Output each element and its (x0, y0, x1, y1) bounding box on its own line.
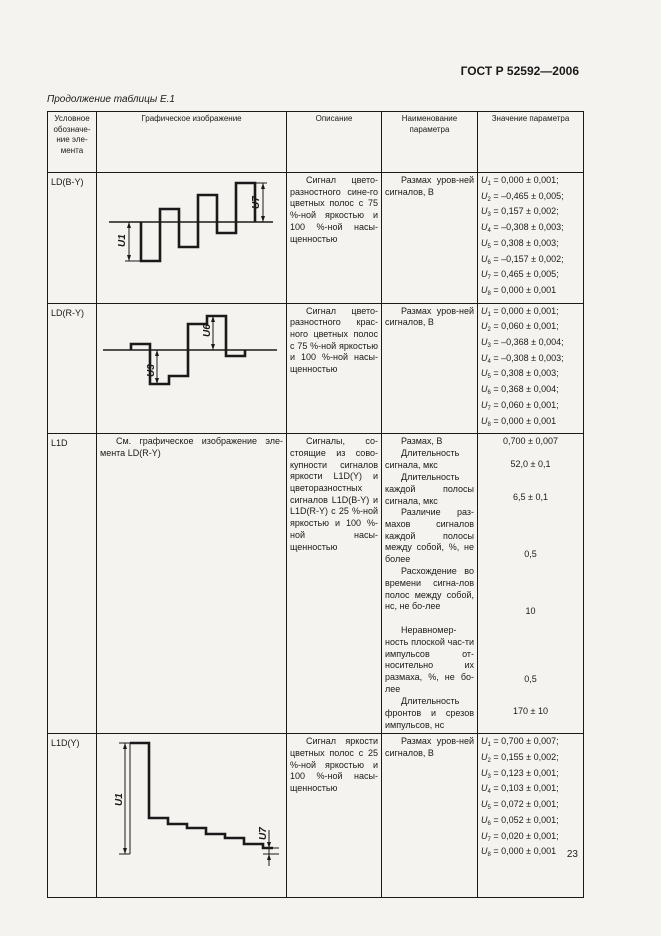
value-line: 0,5 (524, 549, 537, 560)
value-line: $U_4 = -0,308 \pm 0,003$; (481, 222, 564, 235)
graphic-ld-by (97, 173, 287, 304)
table-caption: Продолжение таблицы Е.1 (47, 94, 175, 105)
parameter-name: Длительность фронтов и срезов импульсов, нс (385, 696, 474, 730)
value-line: $U_7 = 0,060 \pm 0,001$; (481, 399, 559, 412)
element-code: LD(R-Y) (48, 303, 97, 434)
table-row (48, 303, 584, 434)
parameter-values (478, 434, 584, 734)
value-line: 0,5 (524, 674, 537, 685)
value-line: $U_8 = 0,000 \pm 0,001$ (481, 284, 557, 297)
value-line: $U_7 = 0,020 \pm 0,001$; (481, 830, 559, 843)
value-line: $U_4 = 0,103 \pm 0,001$; (481, 783, 559, 796)
value-line: 0,700 ± 0,007 (503, 436, 558, 447)
parameter-name: Различие раз-махов сигналов каждой полосы между собой, %, не более (385, 507, 474, 565)
parameter-name: Длительность каждой полосы сигнала, мкс (385, 472, 474, 506)
waveform-ld-ry (97, 304, 285, 402)
value-line: $U_1 = 0,000 \pm 0,001$; (481, 305, 559, 318)
value-line: $U_8 = 0,000 \pm 0,001$ (481, 846, 557, 859)
value-line: 170 ± 10 (513, 706, 548, 717)
parameter-name: Размах, В (401, 436, 443, 447)
col-header-graphic: Графическое изображение (97, 112, 287, 173)
waveform-l1d-y (97, 734, 285, 894)
element-code: L1D (48, 434, 97, 734)
parameter-values (478, 303, 584, 434)
value-line: 6,5 ± 0,1 (513, 492, 548, 503)
description: Сигналы, со-стоящие из сово-купности сигналов яркости L1D(Y) и цветоразностных сигналов L1D(B-Y) и L1D(R-Y) с 25 %-ной яркостью и 100 %-ной насы-щенностью (287, 434, 382, 734)
parameters-table (47, 111, 584, 898)
parameter-values (478, 173, 584, 304)
graphic-reference: См. графическое изображение эле-мента LD(R-Y) (97, 434, 287, 734)
value-line: $U_6 = 0,368 \pm 0,004$; (481, 384, 559, 397)
label-u1: U1 (114, 793, 125, 807)
value-line: $U_1 = 0,000 \pm 0,001$; (481, 175, 559, 187)
table-row (48, 173, 584, 304)
value-line: $U_2 = 0,060 \pm 0,001$; (481, 321, 559, 334)
col-header-code: Условное обозначе-ние эле-мента (48, 112, 97, 173)
element-code: L1D(Y) (48, 734, 97, 898)
parameter-name: Размах уров-ней сигналов, В (382, 734, 478, 898)
value-line: $U_3 = 0,123 \pm 0,001$; (481, 767, 559, 780)
page-number: 23 (566, 849, 578, 860)
label-u3: U3 (146, 363, 157, 377)
table-row (48, 734, 584, 898)
label-u7: U7 (258, 827, 269, 841)
parameter-name: Размах уров-ней сигналов, В (382, 303, 478, 434)
col-header-parameter: Наименование параметра (382, 112, 478, 173)
table-row (48, 434, 584, 734)
value-line: $U_2 = -0,465 \pm 0,005$; (481, 190, 564, 203)
parameter-name: Расхождение во времени сигна-лов полос между собой, нс, не бо-лее (385, 566, 474, 612)
graphic-l1d-y (97, 734, 287, 898)
value-line: $U_5 = 0,072 \pm 0,001$; (481, 799, 559, 812)
parameter-name: Неравномер-ность плоской час-ти импульсов от-носительно их размаха, %, не бо-лее (385, 625, 474, 694)
waveform-ld-by (97, 173, 285, 271)
value-line: 52,0 ± 0,1 (510, 459, 551, 470)
element-code: LD(B-Y) (48, 173, 97, 304)
value-line: $U_5 = 0,308 \pm 0,003$; (481, 368, 559, 381)
graphic-ld-ry (97, 303, 287, 434)
description: Сигнал цвето-разностного сине-го цветных полос с 75 %-ной яркостью и 100 %-ной насы-щенностью (287, 173, 382, 304)
description: Сигнал яркости цветных полос с 25 %-ной яркостью и 100 %-ной насы-щенностью (287, 734, 382, 898)
value-line: $U_1 = 0,700 \pm 0,007$; (481, 736, 559, 749)
parameter-name: Размах уров-ней сигналов, В (382, 173, 478, 304)
label-u7: U7 (251, 196, 262, 209)
standard-header: ГОСТ Р 52592—2006 (460, 64, 579, 78)
parameter-name: Длительность сигнала, мкс (385, 448, 460, 470)
table-header-row (48, 112, 584, 173)
value-line: $U_6 = -0,157 \pm 0,002$; (481, 253, 564, 266)
value-line: 10 (525, 606, 536, 617)
value-line: $U_5 = 0,308 \pm 0,003$; (481, 237, 559, 250)
value-line: $U_4 = -0,308 \pm 0,003$; (481, 352, 564, 365)
value-line: $U_3 = -0,368 \pm 0,004$; (481, 337, 564, 350)
label-u6: U6 (202, 323, 213, 337)
value-line: $U_6 = 0,052 \pm 0,001$; (481, 814, 559, 827)
value-line: $U_3 = 0,157 \pm 0,002$; (481, 206, 559, 219)
parameter-values (478, 734, 584, 898)
col-header-description: Описание (287, 112, 382, 173)
description: Сигнал цвето-разностного крас-ного цветных полос с 75 %-ной яркостью и 100 %-ной насы-щенностью (287, 303, 382, 434)
col-header-value: Значение параметра (478, 112, 584, 173)
value-line: $U_8 = 0,000 \pm 0,001$ (481, 415, 557, 428)
parameter-list (382, 434, 478, 734)
value-line: $U_7 = 0,465 \pm 0,005$; (481, 269, 559, 282)
label-u1: U1 (117, 234, 128, 247)
value-line: $U_2 = 0,155 \pm 0,002$; (481, 752, 559, 765)
